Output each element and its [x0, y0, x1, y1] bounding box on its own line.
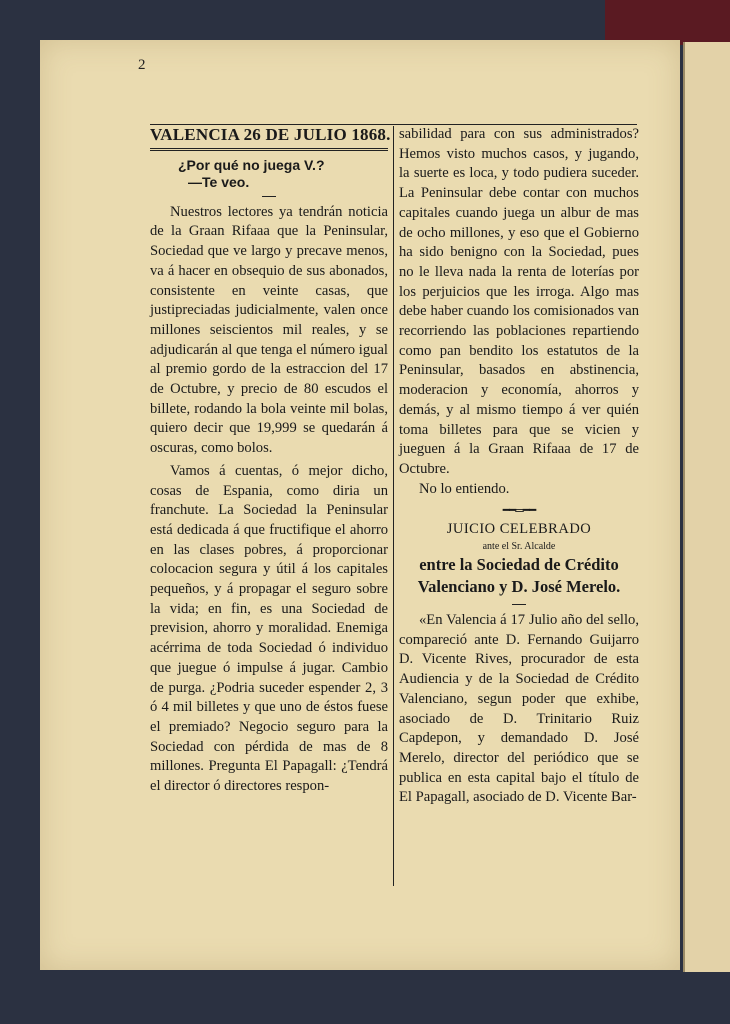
- heading-dash: [512, 604, 526, 605]
- section-title: JUICIO CELEBRADO: [446, 521, 592, 538]
- page-number: 2: [138, 57, 146, 73]
- ornament-divider: ━━═━━: [502, 503, 536, 518]
- masthead: VALENCIA 26 DE JULIO 1868.: [150, 125, 391, 144]
- article-paragraph: sabilidad para con sus administrados? Hemos visto muchos casos, y jugando, la suerte es loca, y todo pudiera suceder. La Peninsular debe contar con muchos capitales cuando juega un albur de mas de ocho millones, y eso que el Gobierno ha sido benigno con la Sociedad, pues no le lleva nada la renta de loterías por los perjuicios que les irroga. Algo mas debe haber cuando los comisionados van recorriendo las poblaciones repartiendo como pan bendito los estatutos de la Peninsular, basados en abstinencia, moderacion y economía, ahorros y demás, y al mismo tiempo á ver quién toma billetes para que se vicien y jueguen á la Graan Rifaaa de 17 de Octubre.: [399, 126, 639, 477]
- right-column: [399, 125, 639, 808]
- next-page-edge: [683, 42, 730, 972]
- closing-line: No lo entiendo.: [419, 480, 510, 497]
- article-title: ¿Por qué no juega V.?: [178, 156, 325, 173]
- section-heading: entre la Sociedad de Crédito Valenciano y D. José Merelo.: [417, 555, 621, 597]
- article-subtitle: —Te veo.: [188, 173, 250, 190]
- article-paragraph: Vamos á cuentas, ó mejor dicho, cosas de Espania, como diria un franchute. La Sociedad la Peninsular está dedicada á que fructifique el ahorro en las clases pobres, á proporcionar colocacion segura y útil á los capitales pequeños, y á propagar el seguro sobre la vida; en fin, es una Sociedad de prevision, ahorro y moralidad. Enemiga acérrima de toda Sociedad ó individuo que juegue ó impulse á jugar. Cambio de purga. ¿Podria suceder espender 2, 3 ó 4 mil billetes y que uno de éstos fuese el premiado? Negocio seguro para la Sociedad con pérdida de mas de 8 millones. Pregunta El Papagall: ¿Tendrá el director ó directores respon-: [150, 462, 388, 795]
- column-divider: [393, 126, 394, 886]
- section-subtitle: ante el Sr. Alcalde: [482, 541, 556, 553]
- background-cloth: [605, 0, 730, 45]
- masthead-rule: [150, 148, 388, 151]
- report-paragraph: «En Valencia á 17 Julio año del sello, compareció ante D. Fernando Guijarro D. Vicente Rives, procurador de esta Audiencia y de la Sociedad de Crédito Valenciano, segun poder que exhibe, asociado de D. Trinitario Ruiz Capdepon, y demandado D. José Merelo, director del periódico que se publica en esta capital bajo el título de El Papagall, asociado de D. Vicente Bar-: [399, 612, 639, 806]
- title-dash: [262, 196, 276, 197]
- left-column: [150, 125, 391, 797]
- article-paragraph: Nuestros lectores ya tendrán noticia de la Graan Rifaaa que la Peninsular, Sociedad que ve largo y precave menos, va á hacer en obsequio de sus abonados, consistente en veinte casas, que justipreciadas judicialmente, valen once millones seiscientos mil reales, y se adjudicarán al que tenga el número igual al premio gordo de la estraccion del 17 de Octubre, y precio de 80 escudos el billete, rodando la bola veinte mil bolas, quiero decir que 19,999 se quedarán á oscuras, como bolos.: [150, 203, 388, 457]
